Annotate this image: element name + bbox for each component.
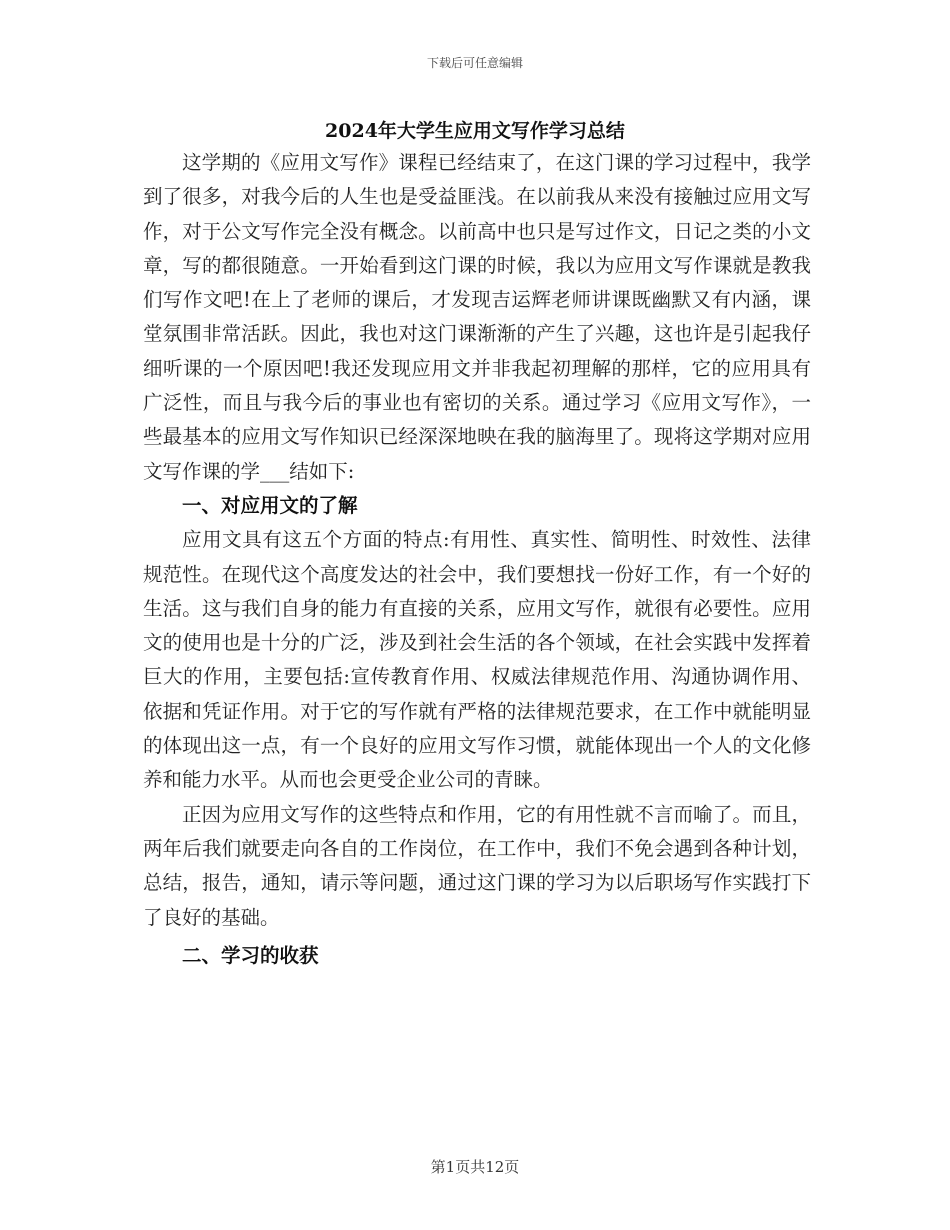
section-heading-understanding: 一、对应用文的了解 [182,493,358,517]
paragraph-usefulness: 正因为应用文写作的这些特点和作用，它的有用性就不言而喻了。而且，两年后我们就要走向各自的工作岗位，在工作中，我们不免会遇到各种计划，总结，报告，通知，请示等问题，通过这门课的学习为以后职场写作实践打下了良好的基础。 [143,802,811,929]
page-number-footer: 第1页共12页 [430,1158,520,1176]
paragraph-characteristics: 应用文具有这五个方面的特点:有用性、真实性、简明性、时效性、法律规范性。在现代这个高度发达的社会中，我们要想找一份好工作，有一个好的生活。这与我们自身的能力有直接的关系，应用文写作，就很有必要性。应用文的使用也是十分的广泛，涉及到社会生活的各个领域，在社会实践中发挥着巨大的作用，主要包括:宣传教育作用、权威法律规范作用、沟通协调作用、依据和凭证作用。对于它的写作就有严格的法律规范要求，在工作中就能明显的体现出这一点，有一个良好的应用文写作习惯，就能体现出一个人的文化修养和能力水平。从而也会更受企业公司的青睐。 [143,528,811,792]
header-note: 下载后可任意编辑 [426,56,523,70]
paragraph-intro: 这学期的《应用文写作》课程已经结束了，在这门课的学习过程中，我学到了很多，对我今后的人生也是受益匪浅。在以前我从来没有接触过应用文写作，对于公文写作完全没有概念。以前高中也只是写过作文，日记之类的小文章，写的都很随意。一开始看到这门课的时候，我以为应用文写作课就是教我们写作文吧!在上了老师的课后，才发现吉运辉老师讲课既幽默又有内涵，课堂氛围非常活跃。因此，我也对这门课渐渐的产生了兴趣，这也许是引起我仔细听课的一个原因吧!我还发现应用文并非我起初理解的那样，它的应用具有广泛性，而且与我今后的事业也有密切的关系。通过学习《应用文写作》，一些最基本的应用文写作知识已经深深地映在我的脑海里了。现将这学期对应用文写作课的学___结如下: [143,151,811,483]
document-body [143,146,811,973]
section-heading-gains: 二、学习的收获 [182,943,319,967]
document-title: 2024年大学生应用文写作学习总结 [325,120,625,142]
